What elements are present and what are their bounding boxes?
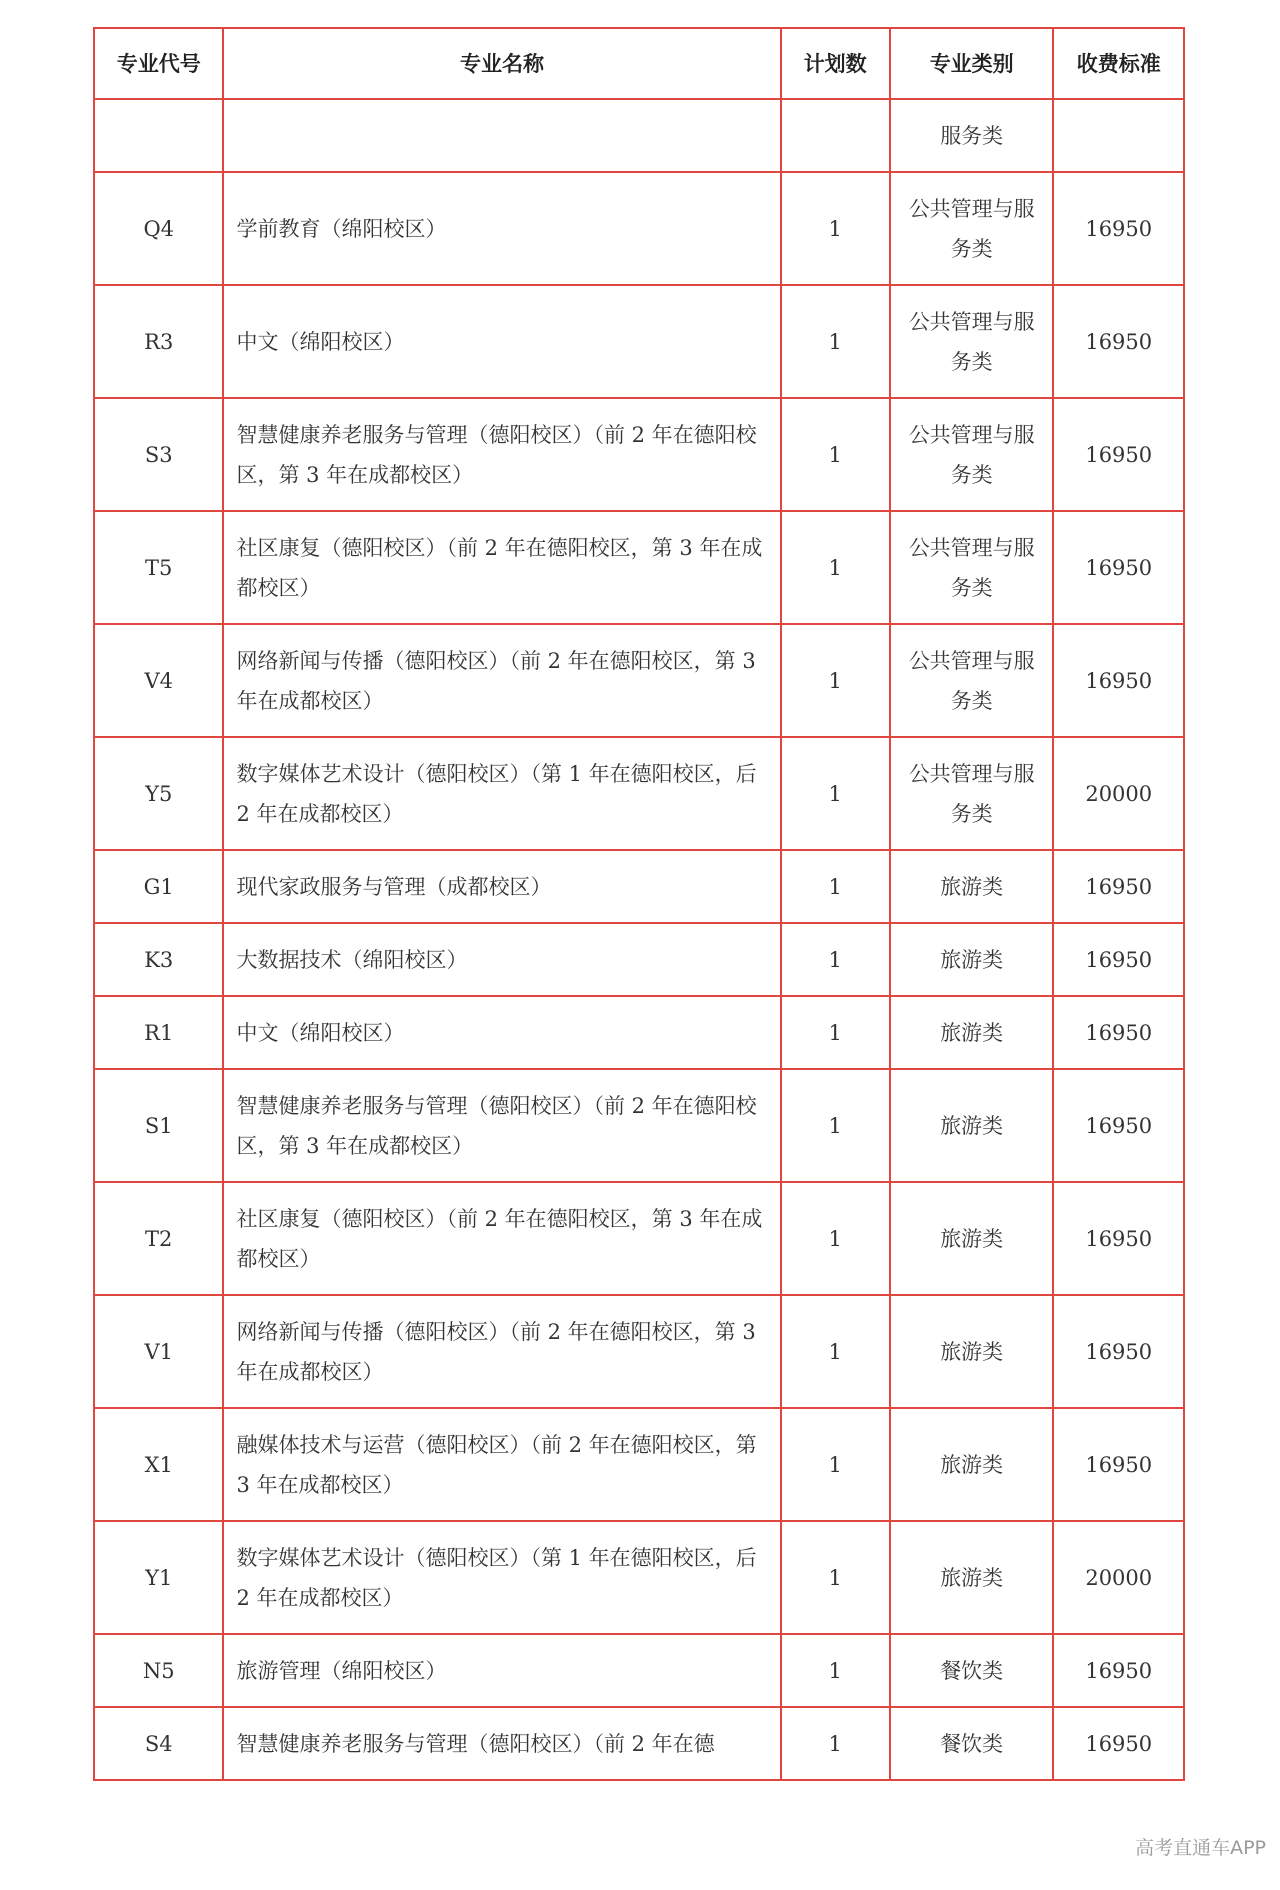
cell-fee: 16950: [1053, 398, 1184, 511]
watermark: 高考直通车APP: [1135, 1837, 1266, 1859]
cell-code: R3: [94, 285, 223, 398]
header-category: 专业类别: [890, 28, 1054, 99]
cell-category: 服务类: [890, 99, 1054, 172]
cell-fee: 20000: [1053, 1521, 1184, 1634]
cell-major-name: 融媒体技术与运营（德阳校区）（前 2 年在德阳校区，第 3 年在成都校区）: [223, 1408, 780, 1521]
table-row: [94, 737, 1184, 850]
cell-major-name: 学前教育（绵阳校区）: [223, 172, 780, 285]
majors-table: [93, 27, 1185, 1781]
table-row: [94, 996, 1184, 1069]
table-row: [94, 850, 1184, 923]
table-row: [94, 1521, 1184, 1634]
header-fee: 收费标准: [1053, 28, 1184, 99]
cell-category: 旅游类: [890, 1295, 1054, 1408]
cell-major-name: 网络新闻与传播（德阳校区）（前 2 年在德阳校区，第 3 年在成都校区）: [223, 624, 780, 737]
table-row: [94, 624, 1184, 737]
cell-fee: 16950: [1053, 1634, 1184, 1707]
cell-code: V1: [94, 1295, 223, 1408]
table-row: [94, 1069, 1184, 1182]
table-row: [94, 1634, 1184, 1707]
table-row: [94, 285, 1184, 398]
header-count: 计划数: [781, 28, 890, 99]
table-row: [94, 172, 1184, 285]
cell-plan-count: 1: [781, 1408, 890, 1521]
cell-category: 餐饮类: [890, 1707, 1054, 1780]
cell-category: 旅游类: [890, 1408, 1054, 1521]
cell-category: 旅游类: [890, 850, 1054, 923]
table-row: [94, 511, 1184, 624]
cell-category: 旅游类: [890, 1069, 1054, 1182]
cell-plan-count: 1: [781, 923, 890, 996]
cell-fee: 16950: [1053, 1707, 1184, 1780]
cell-code: V4: [94, 624, 223, 737]
cell-fee: 16950: [1053, 1182, 1184, 1295]
cell-major-name: 中文（绵阳校区）: [223, 285, 780, 398]
cell-major-name: 旅游管理（绵阳校区）: [223, 1634, 780, 1707]
table-row: [94, 1295, 1184, 1408]
cell-category: 公共管理与服务类: [890, 624, 1054, 737]
table-header-row: [94, 28, 1184, 99]
cell-code: G1: [94, 850, 223, 923]
cell-plan-count: 1: [781, 285, 890, 398]
cell-code: S3: [94, 398, 223, 511]
cell-fee: 16950: [1053, 1069, 1184, 1182]
cell-code: K3: [94, 923, 223, 996]
cell-category: 公共管理与服务类: [890, 285, 1054, 398]
cell-category: 旅游类: [890, 1182, 1054, 1295]
cell-major-name: 数字媒体艺术设计（德阳校区）（第 1 年在德阳校区，后 2 年在成都校区）: [223, 737, 780, 850]
cell-plan-count: 1: [781, 737, 890, 850]
cell-code: Y5: [94, 737, 223, 850]
cell-major-name: 中文（绵阳校区）: [223, 996, 780, 1069]
cell-plan-count: 1: [781, 1295, 890, 1408]
cell-code: [94, 99, 223, 172]
cell-fee: 16950: [1053, 1295, 1184, 1408]
cell-code: S1: [94, 1069, 223, 1182]
table-row: [94, 1182, 1184, 1295]
cell-major-name: 智慧健康养老服务与管理（德阳校区）（前 2 年在德阳校区，第 3 年在成都校区）: [223, 1069, 780, 1182]
cell-major-name: 社区康复（德阳校区）（前 2 年在德阳校区，第 3 年在成都校区）: [223, 1182, 780, 1295]
cell-category: 公共管理与服务类: [890, 511, 1054, 624]
cell-category: 餐饮类: [890, 1634, 1054, 1707]
header-name: 专业名称: [223, 28, 780, 99]
cell-code: Q4: [94, 172, 223, 285]
cell-code: S4: [94, 1707, 223, 1780]
cell-plan-count: 1: [781, 1069, 890, 1182]
cell-plan-count: 1: [781, 1707, 890, 1780]
table-row: [94, 1408, 1184, 1521]
cell-fee: 16950: [1053, 1408, 1184, 1521]
cell-major-name: 社区康复（德阳校区）（前 2 年在德阳校区，第 3 年在成都校区）: [223, 511, 780, 624]
cell-fee: 16950: [1053, 172, 1184, 285]
cell-fee: 16950: [1053, 624, 1184, 737]
cell-major-name: 网络新闻与传播（德阳校区）（前 2 年在德阳校区，第 3 年在成都校区）: [223, 1295, 780, 1408]
cell-plan-count: 1: [781, 1521, 890, 1634]
cell-code: R1: [94, 996, 223, 1069]
cell-plan-count: 1: [781, 1634, 890, 1707]
cell-major-name: 智慧健康养老服务与管理（德阳校区）（前 2 年在德: [223, 1707, 780, 1780]
cell-plan-count: 1: [781, 624, 890, 737]
cell-plan-count: 1: [781, 850, 890, 923]
cell-category: 旅游类: [890, 923, 1054, 996]
cell-category: 旅游类: [890, 996, 1054, 1069]
table-row: [94, 398, 1184, 511]
cell-code: X1: [94, 1408, 223, 1521]
cell-category: 旅游类: [890, 1521, 1054, 1634]
header-code: 专业代号: [94, 28, 223, 99]
cell-major-name: 现代家政服务与管理（成都校区）: [223, 850, 780, 923]
cell-fee: 16950: [1053, 511, 1184, 624]
cell-plan-count: 1: [781, 172, 890, 285]
cell-fee: [1053, 99, 1184, 172]
cell-category: 公共管理与服务类: [890, 398, 1054, 511]
table-row: [94, 923, 1184, 996]
cell-plan-count: [781, 99, 890, 172]
cell-fee: 20000: [1053, 737, 1184, 850]
cell-major-name: 大数据技术（绵阳校区）: [223, 923, 780, 996]
cell-plan-count: 1: [781, 996, 890, 1069]
cell-category: 公共管理与服务类: [890, 737, 1054, 850]
cell-category: 公共管理与服务类: [890, 172, 1054, 285]
cell-major-name: [223, 99, 780, 172]
cell-plan-count: 1: [781, 1182, 890, 1295]
cell-plan-count: 1: [781, 398, 890, 511]
cell-code: N5: [94, 1634, 223, 1707]
cell-major-name: 数字媒体艺术设计（德阳校区）（第 1 年在德阳校区，后 2 年在成都校区）: [223, 1521, 780, 1634]
cell-fee: 16950: [1053, 850, 1184, 923]
cell-fee: 16950: [1053, 996, 1184, 1069]
cell-code: T2: [94, 1182, 223, 1295]
cell-plan-count: 1: [781, 511, 890, 624]
table-row: [94, 1707, 1184, 1780]
cell-code: T5: [94, 511, 223, 624]
cell-fee: 16950: [1053, 285, 1184, 398]
cell-code: Y1: [94, 1521, 223, 1634]
cell-fee: 16950: [1053, 923, 1184, 996]
table-row: [94, 99, 1184, 172]
cell-major-name: 智慧健康养老服务与管理（德阳校区）（前 2 年在德阳校区，第 3 年在成都校区）: [223, 398, 780, 511]
